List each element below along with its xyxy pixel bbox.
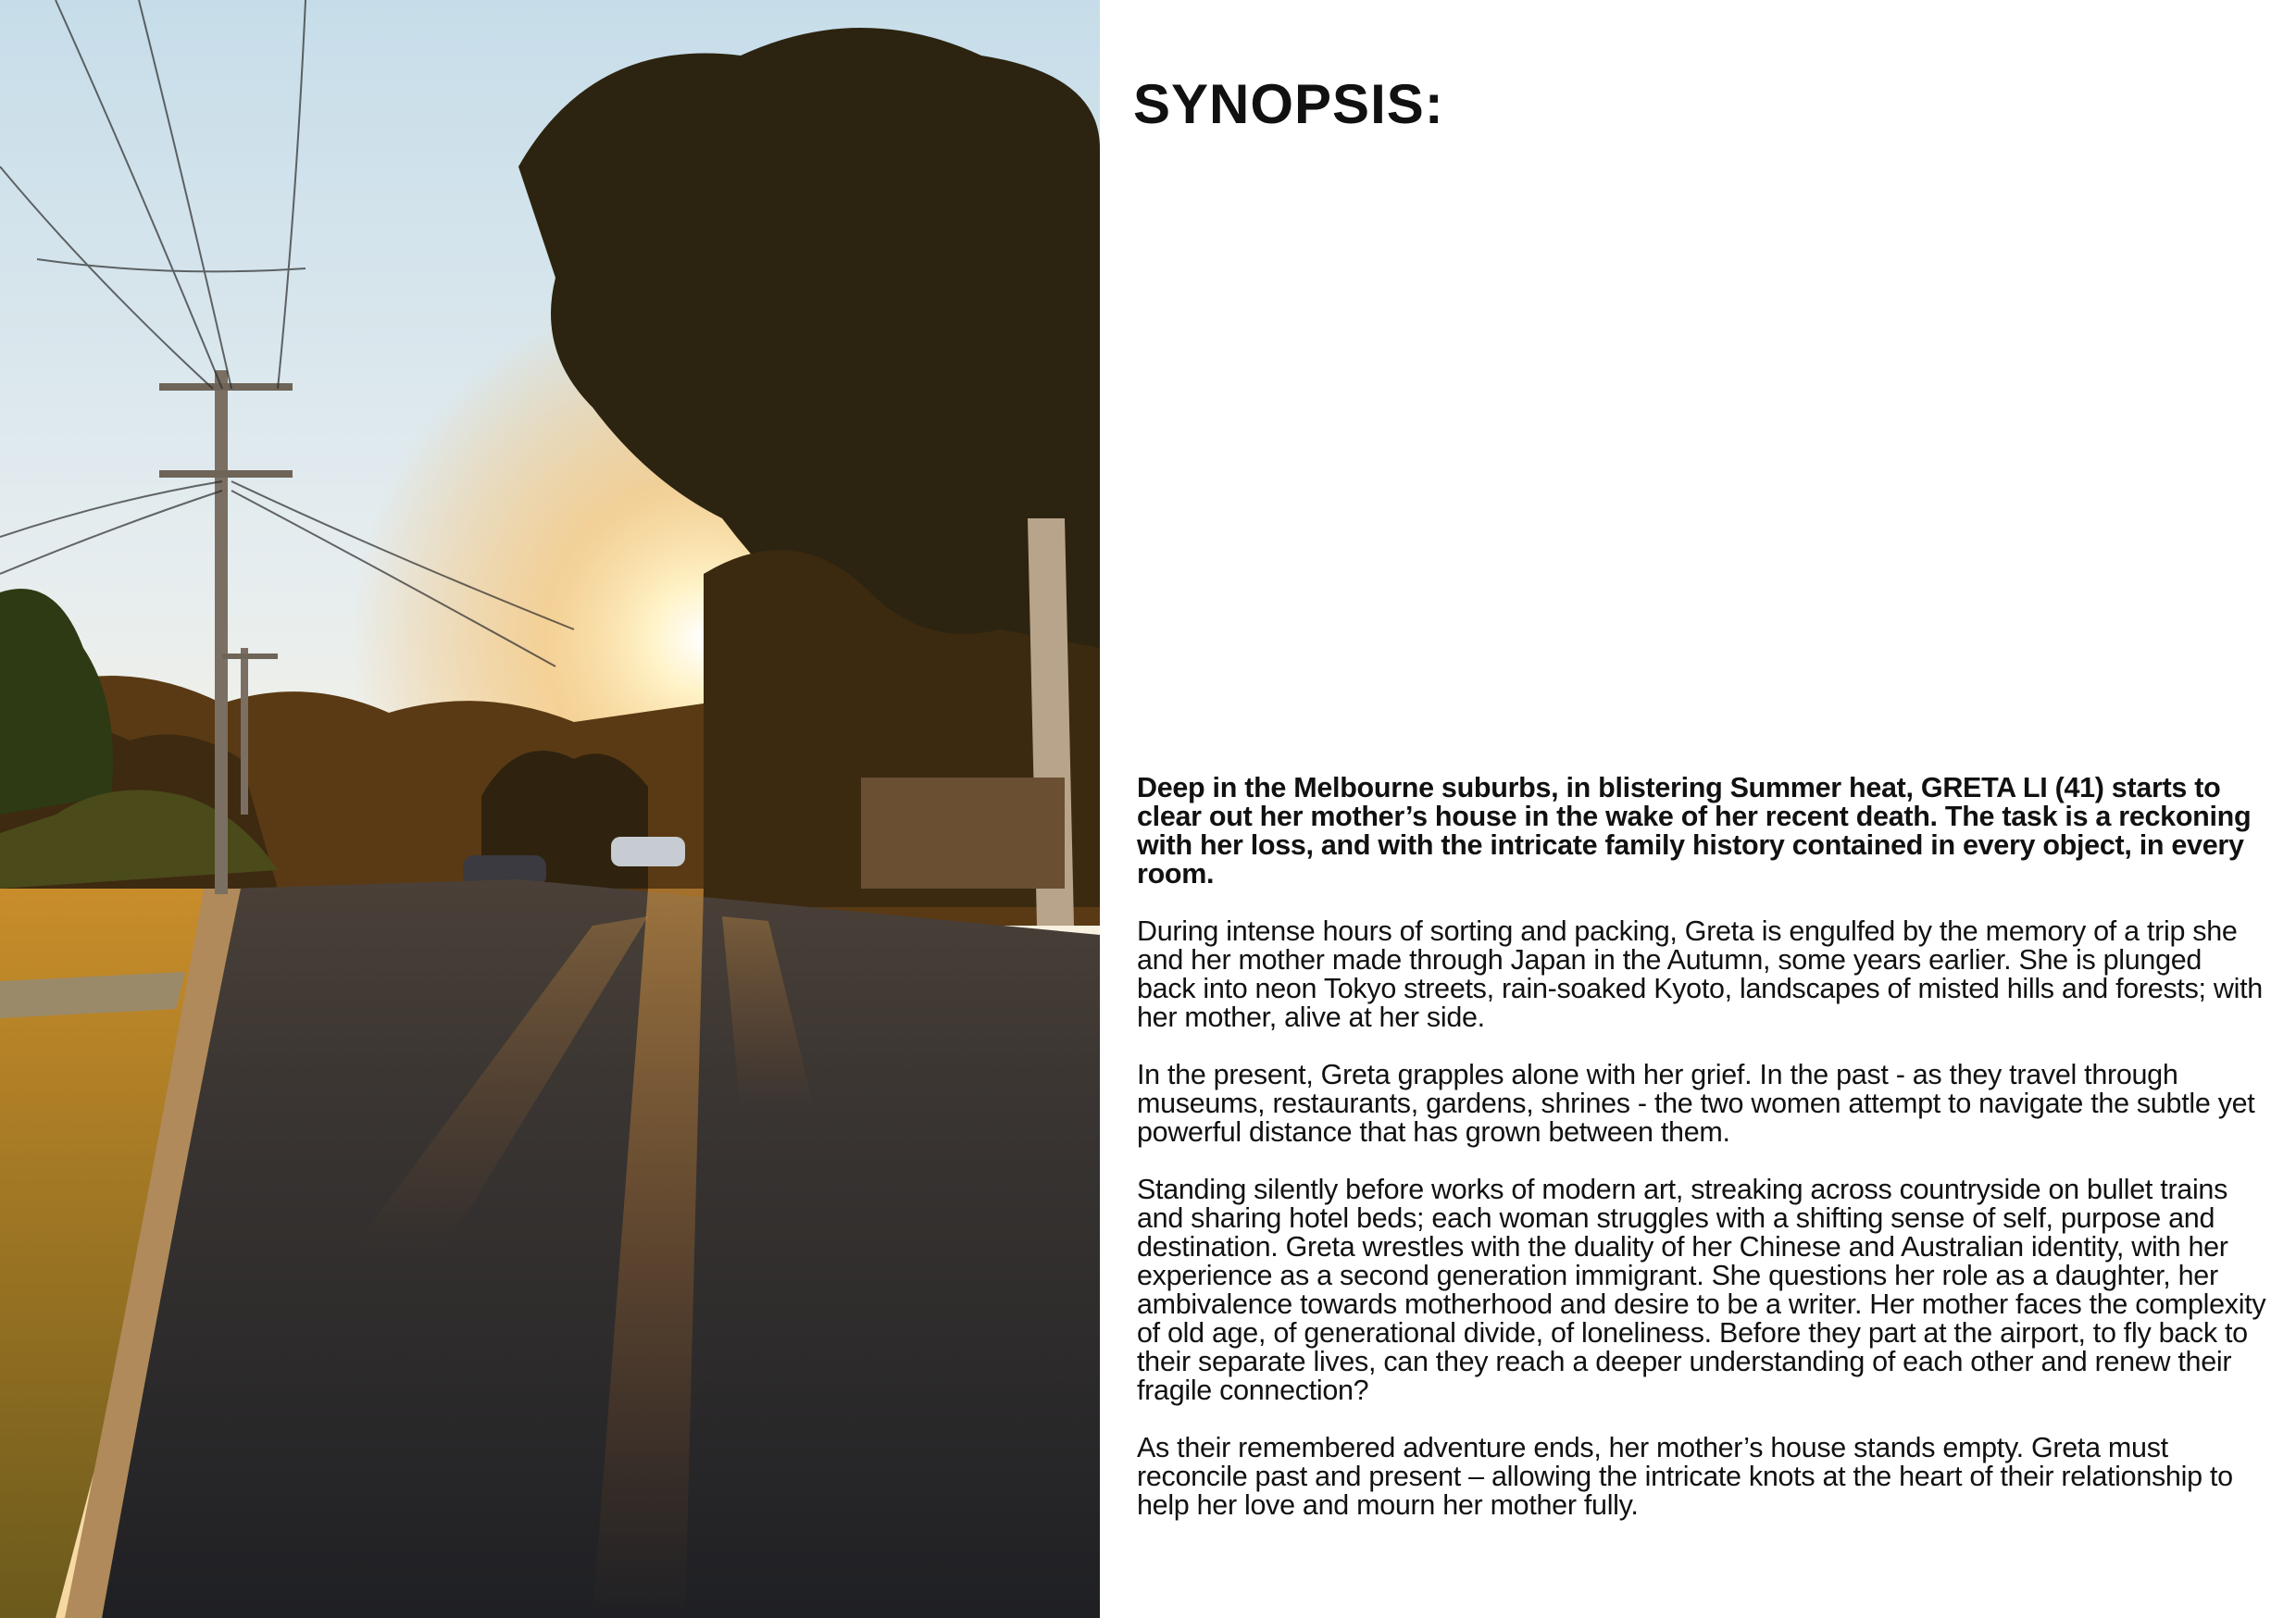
synopsis-paragraph: During intense hours of sorting and packing, Greta is engulfed by the memory of a trip she and her mother made through Japan in the Autumn, some years earlier. She is plunged back into neon Tokyo streets, rain-soaked Kyoto, landscapes of misted hills and forests; with her mother, alive at her side.: [1137, 915, 2263, 1033]
synopsis-paragraph: In the present, Greta grapples alone with her grief. In the past - as they travel through museums, restaurants, gardens, shrines - the two women attempt to navigate the subtle yet powerful distance that has grown between them.: [1137, 1059, 2255, 1148]
street-sunset-photo-icon: [0, 0, 1100, 1618]
synopsis-paragraph: As their remembered adventure ends, her mother’s house stands empty. Greta must reconcile past and present – allowing the intricate knots at the heart of their relationship to help her love and mourn her mother fully.: [1137, 1432, 2233, 1521]
synopsis-title: SYNOPSIS:: [1133, 73, 1444, 135]
synopsis-panel: [1100, 0, 2296, 1618]
street-sunset-photo: [0, 0, 1100, 1618]
synopsis-paragraph-lead: Deep in the Melbourne suburbs, in blistering Summer heat, GRETA LI (41) starts to clear out her mother’s house in the wake of her recent death. The task is a reckoning with her loss, and with the intricate family history contained in every object, in every room.: [1137, 772, 2252, 890]
synopsis-paragraph: Standing silently before works of modern art, streaking across countryside on bullet trains and sharing hotel beds; each woman struggles with a shifting sense of self, purpose and destination. Greta wrestles with the duality of her Chinese and Australian identity, with her experience as a second generation immigrant. She questions her role as a daughter, her ambivalence towards motherhood and desire to be a writer. Her mother faces the complexity of old age, of generational divide, of loneliness. Before they part at the airport, to fly back to their separate lives, can they reach a deeper understanding of each other and renew their fragile connection?: [1137, 1174, 2266, 1406]
synopsis-body: [1137, 774, 2266, 1549]
